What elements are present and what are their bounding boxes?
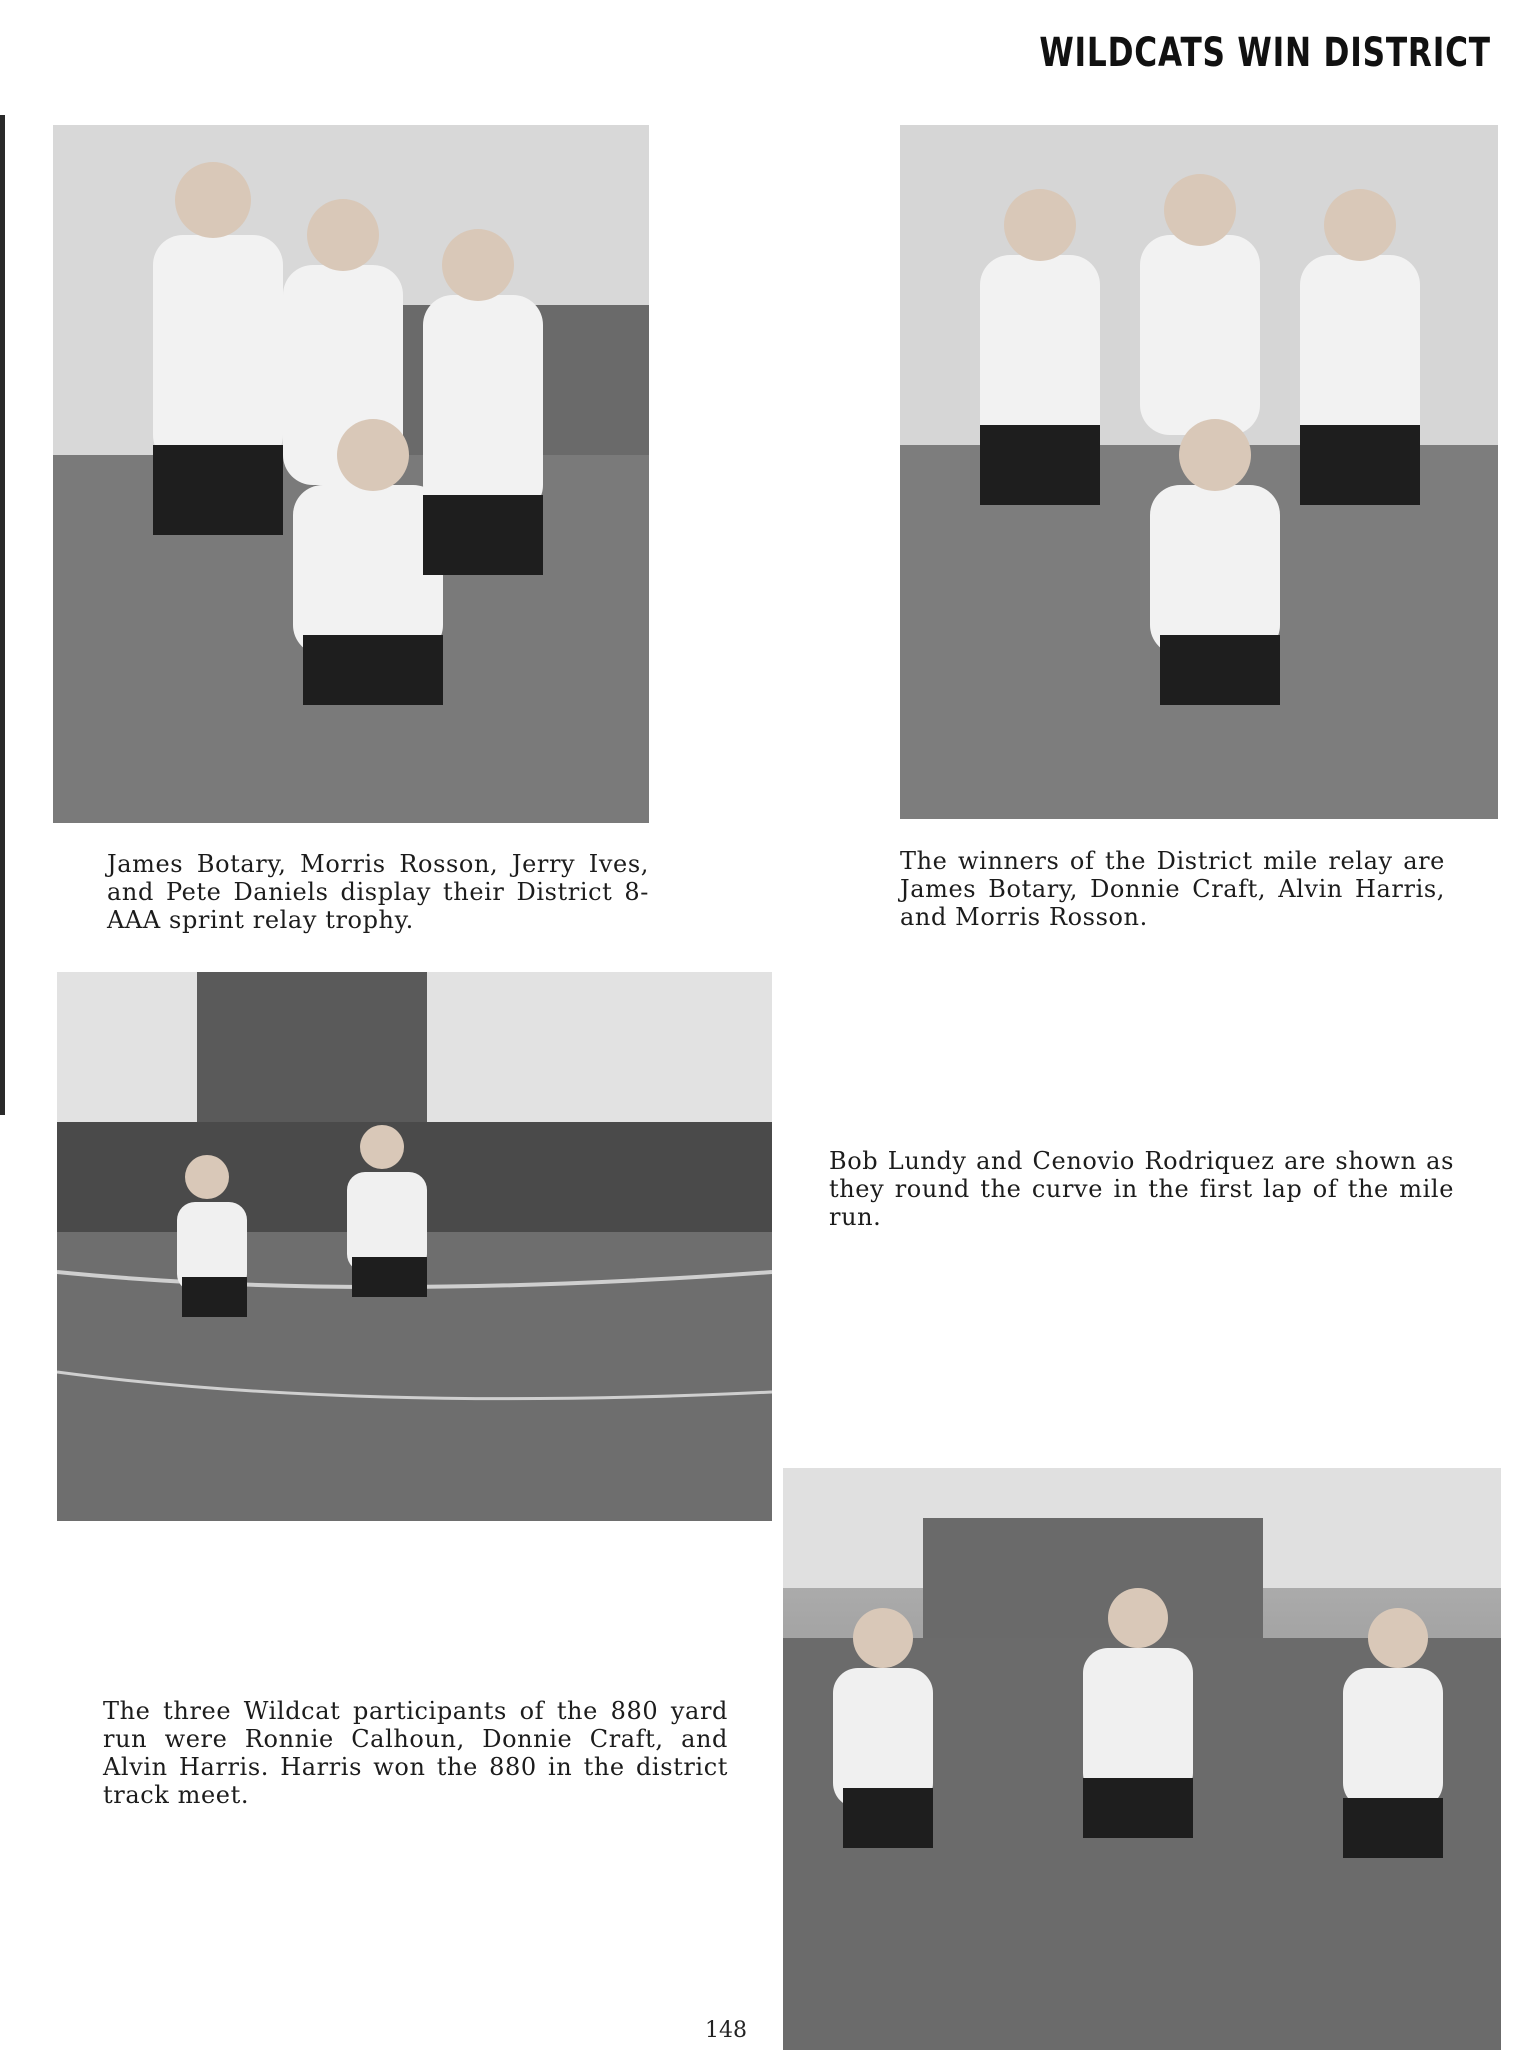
photo-sprint-relay-illustration [53, 125, 649, 823]
photo-mile-relay-illustration [900, 125, 1498, 819]
caption-sprint-relay: James Botary, Morris Rosson, Jerry Ives, and Pete Daniels display their District 8-AAA sprint relay trophy. [107, 850, 649, 934]
photo-mile-run-illustration [57, 972, 772, 1521]
caption-half-mile: The three Wildcat participants of the 880 yard run were Ronnie Calhoun, Donnie Craft, and Alvin Harris. Harris won the 880 in the district track meet. [103, 1697, 728, 1809]
photo-880-yard-team [783, 1468, 1501, 2050]
binding-edge [0, 115, 5, 1115]
photo-880-yard-illustration [783, 1468, 1501, 2050]
photo-mile-relay-team [900, 125, 1498, 819]
photo-mile-run [57, 972, 772, 1521]
page-number: 148 [705, 2018, 747, 2043]
photo-sprint-relay-team [53, 125, 649, 823]
caption-mile-run: Bob Lundy and Cenovio Rodriquez are shown as they round the curve in the first lap of the mile run. [829, 1147, 1454, 1231]
caption-mile-relay: The winners of the District mile relay are James Botary, Donnie Craft, Alvin Harris, and Morris Rosson. [900, 847, 1445, 931]
page-title: WILDCATS WIN DISTRICT [1039, 30, 1491, 76]
